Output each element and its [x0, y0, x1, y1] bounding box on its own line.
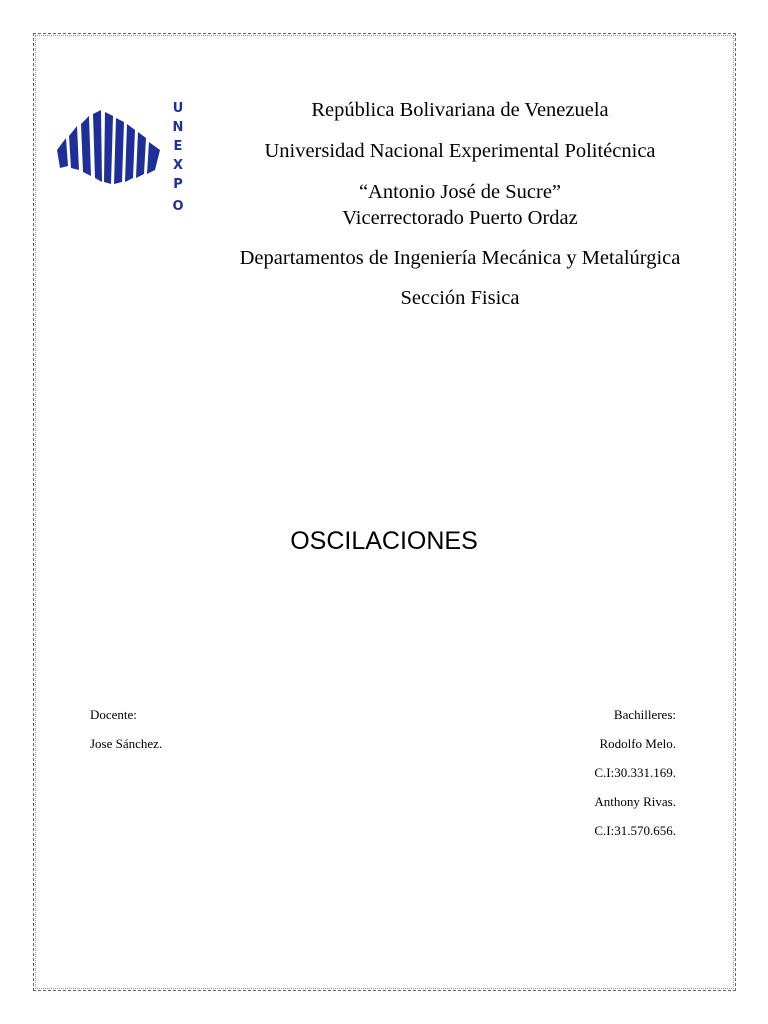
- student-line: Anthony Rivas.: [594, 794, 676, 809]
- logo-letter: P: [173, 177, 183, 192]
- docente-label: Docente:: [90, 707, 137, 722]
- bachilleres-label: Bachilleres:: [613, 707, 676, 722]
- student-line: C.I:30.331.169.: [594, 765, 676, 780]
- logo-letter: N: [172, 120, 184, 135]
- logo-letter: U: [172, 101, 184, 116]
- header-line-republic: República Bolivariana de Venezuela: [311, 99, 609, 121]
- logo-letter: X: [172, 158, 184, 173]
- header-line-section: Sección Fisica: [400, 287, 520, 309]
- document-title: OSCILACIONES: [290, 527, 478, 555]
- logo-letter: O: [172, 199, 184, 214]
- student-line: Rodolfo Melo.: [599, 736, 676, 751]
- header-line-sucre: “Antonio José de Sucre”: [358, 181, 562, 203]
- header-line-vicerrectorado: Vicerrectorado Puerto Ordaz: [342, 207, 578, 229]
- docente-name: Jose Sánchez.: [90, 736, 163, 751]
- header-line-department: Departamentos de Ingeniería Mecánica y Metalúrgica: [239, 247, 681, 269]
- logo-letter: E: [173, 139, 183, 154]
- header-line-university: Universidad Nacional Experimental Politécnica: [264, 140, 656, 162]
- unexpo-logo: [52, 98, 187, 218]
- student-line: C.I:31.570.656.: [594, 823, 676, 838]
